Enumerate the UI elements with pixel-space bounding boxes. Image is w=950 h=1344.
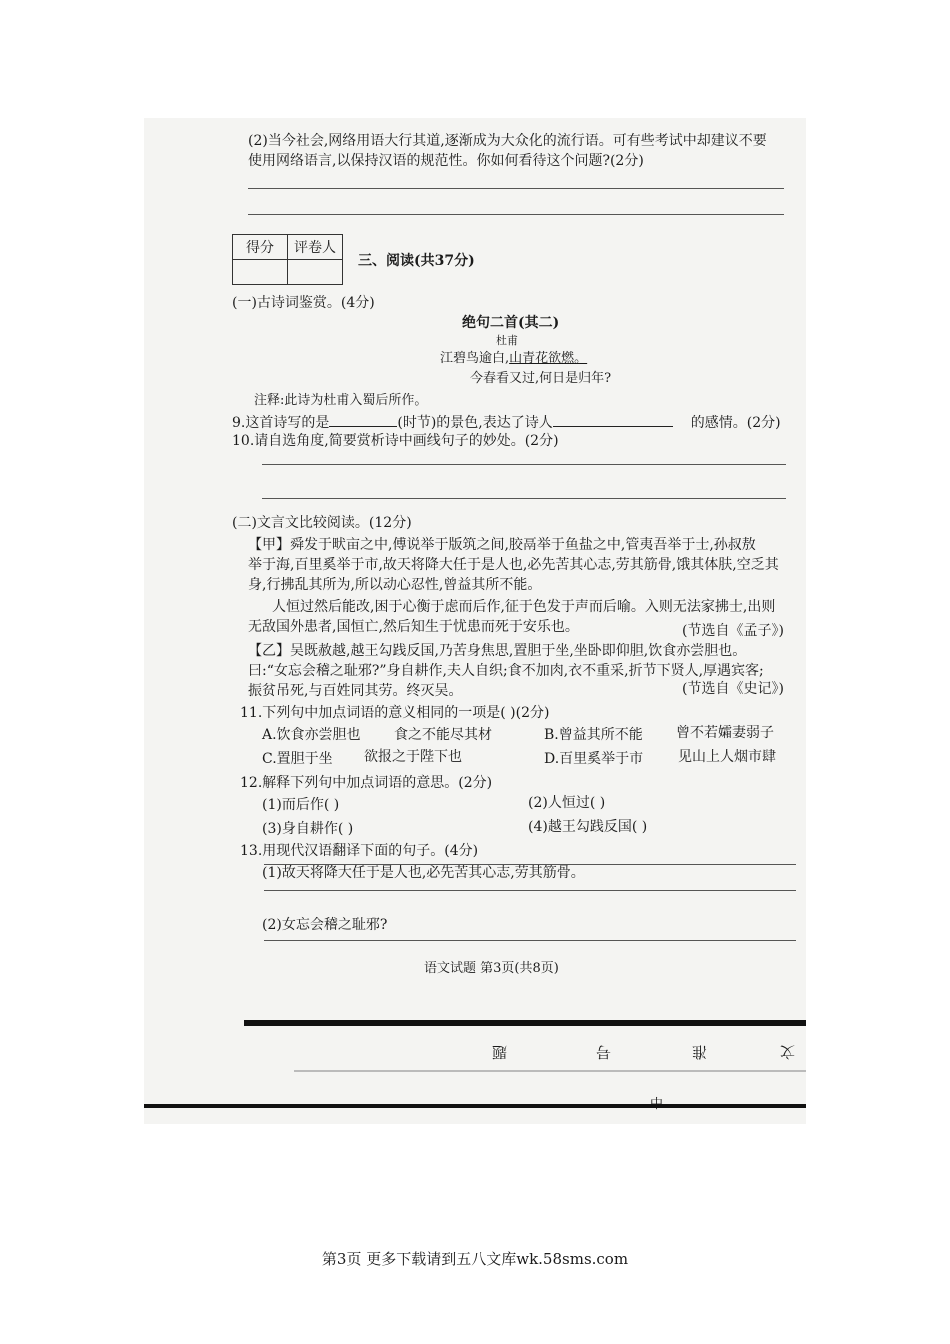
faint-line: [294, 1070, 806, 1072]
inverted-char: 准: [692, 1043, 708, 1061]
score-label: 得分: [233, 235, 288, 260]
question-12-stem: 12.解释下列句中加点词语的意思。(2分): [240, 775, 493, 791]
question-10: 10.请自选角度,简要赏析诗中画线句子的妙处。(2分): [232, 433, 559, 449]
q11-option-c[interactable]: C.置胆于坐: [262, 751, 333, 767]
answer-line: [248, 188, 784, 189]
page-label: 语文试题 第3页(共8页): [424, 961, 559, 976]
poem-line2: 今春看又过,何日是归年?: [470, 371, 612, 386]
inverted-char: 文: [780, 1043, 796, 1061]
grader-cell: [288, 260, 343, 285]
page-footer: 第3页 更多下载请到五八文库wk.58sms.com: [321, 1250, 629, 1268]
score-box: [232, 234, 343, 285]
passage-yi-line2: 曰:“女忘会稽之耻邪?”身自耕作,夫人自织;食不加肉,衣不重采,折节下贤人,厚遇宾客;: [248, 663, 764, 679]
q11-option-d[interactable]: D.百里奚举于市: [544, 751, 644, 767]
passage-jia-source: (节选自《孟子》): [682, 623, 784, 639]
q9-blank-season[interactable]: [329, 412, 397, 427]
section-title: 三、阅读(共37分): [358, 253, 475, 269]
passage-yi-source: (节选自《史记》): [682, 681, 784, 697]
q11-option-c-compare: 欲报之于陛下也: [364, 749, 462, 765]
inverted-char: 号: [596, 1043, 612, 1061]
q12-item-4[interactable]: (4)越王勾践反国( ): [528, 819, 648, 835]
q12-item-1[interactable]: (1)而后作( ): [262, 797, 340, 813]
question-9: [232, 412, 781, 432]
question-13-stem: 13.用现代汉语翻译下面的句子。(4分): [240, 843, 479, 859]
answer-line: [248, 214, 784, 215]
grader-label: 评卷人: [288, 235, 343, 260]
answer-line: [264, 864, 796, 865]
score-cell: [233, 260, 288, 285]
poem-title: 绝句二首(其二): [462, 315, 560, 331]
answer-line: [264, 890, 796, 891]
question-social-line2: 使用网络语言,以保持汉语的规范性。你如何看待这个问题?(2分): [248, 153, 644, 169]
passage-yi-line1: 【乙】吴既赦越,越王勾践反国,乃苦身焦思,置胆于坐,坐卧即仰胆,饮食亦尝胆也。: [248, 643, 747, 659]
inverted-char: 题: [492, 1043, 508, 1061]
passage-yi-line3: 振贫吊死,与百姓同其劳。终灭吴。: [248, 683, 463, 699]
poem-line1: [440, 350, 587, 368]
q12-item-3[interactable]: (3)身自耕作( ): [262, 821, 354, 837]
q13-sentence-2: (2)女忘会稽之耻邪?: [262, 917, 388, 933]
question-11-stem: 11.下列句中加点词语的意义相同的一项是( )(2分): [240, 705, 550, 721]
poem-author: 杜甫: [496, 334, 518, 347]
q11-option-b[interactable]: B.曾益其所不能: [544, 727, 643, 743]
poem-line1-b-underlined: 山青花欲燃。: [509, 351, 588, 366]
bottom-edge-bar: [144, 1104, 806, 1108]
poem-note: 注释:此诗为杜甫入蜀后所作。: [254, 393, 428, 408]
question-social-line1: (2)当今社会,网络用语大行其道,逐渐成为大众化的流行语。可有些考试中却建议不要: [248, 133, 767, 149]
answer-line: [262, 464, 786, 465]
passage-jia-line1: 【甲】舜发于畎亩之中,傅说举于版筑之间,胶鬲举于鱼盐之中,管夷吾举于士,孙叔敖: [248, 537, 756, 553]
q12-item-2[interactable]: (2)人恒过( ): [528, 795, 606, 811]
q9-part-c: 的感情。(2分): [690, 415, 781, 431]
binding-bar: [244, 1020, 806, 1026]
passage-jia-line5: 无敌国外患者,国恒亡,然后知生于忧患而死于安乐也。: [248, 619, 579, 635]
passage-jia-line4: 人恒过然后能改,困于心衡于虑而后作,征于色发于声而后喻。入则无法家拂士,出则: [272, 599, 776, 615]
answer-line: [264, 940, 796, 941]
passage-jia-line2: 举于海,百里奚举于市,故天将降大任于是人也,必先苦其心志,劳其筋骨,饿其体肤,空乏其: [248, 557, 779, 573]
q9-part-a: 9.这首诗写的是: [232, 415, 330, 431]
q11-option-a-compare: 食之不能尽其材: [394, 727, 492, 743]
poem-heading: (一)古诗词鉴赏。(4分): [232, 295, 375, 311]
poem-line1-a: 江碧鸟逾白,: [440, 351, 510, 366]
q11-option-b-compare: 曾不若孀妻弱子: [676, 725, 774, 741]
scanned-exam-page: [144, 118, 806, 1124]
classical-heading: (二)文言文比较阅读。(12分): [232, 515, 412, 531]
q9-part-b: (时节)的景色,表达了诗人: [397, 415, 553, 431]
q9-blank-emotion[interactable]: [553, 412, 673, 427]
passage-jia-line3: 身,行拂乱其所为,所以动心忍性,曾益其所不能。: [248, 577, 542, 593]
q11-option-a[interactable]: A.饮食亦尝胆也: [262, 727, 361, 743]
q13-sentence-1: (1)故天将降大任于是人也,必先苦其心志,劳其筋骨。: [262, 865, 585, 881]
answer-line: [262, 498, 786, 499]
q11-option-d-compare: 见山上人烟市肆: [678, 749, 776, 765]
